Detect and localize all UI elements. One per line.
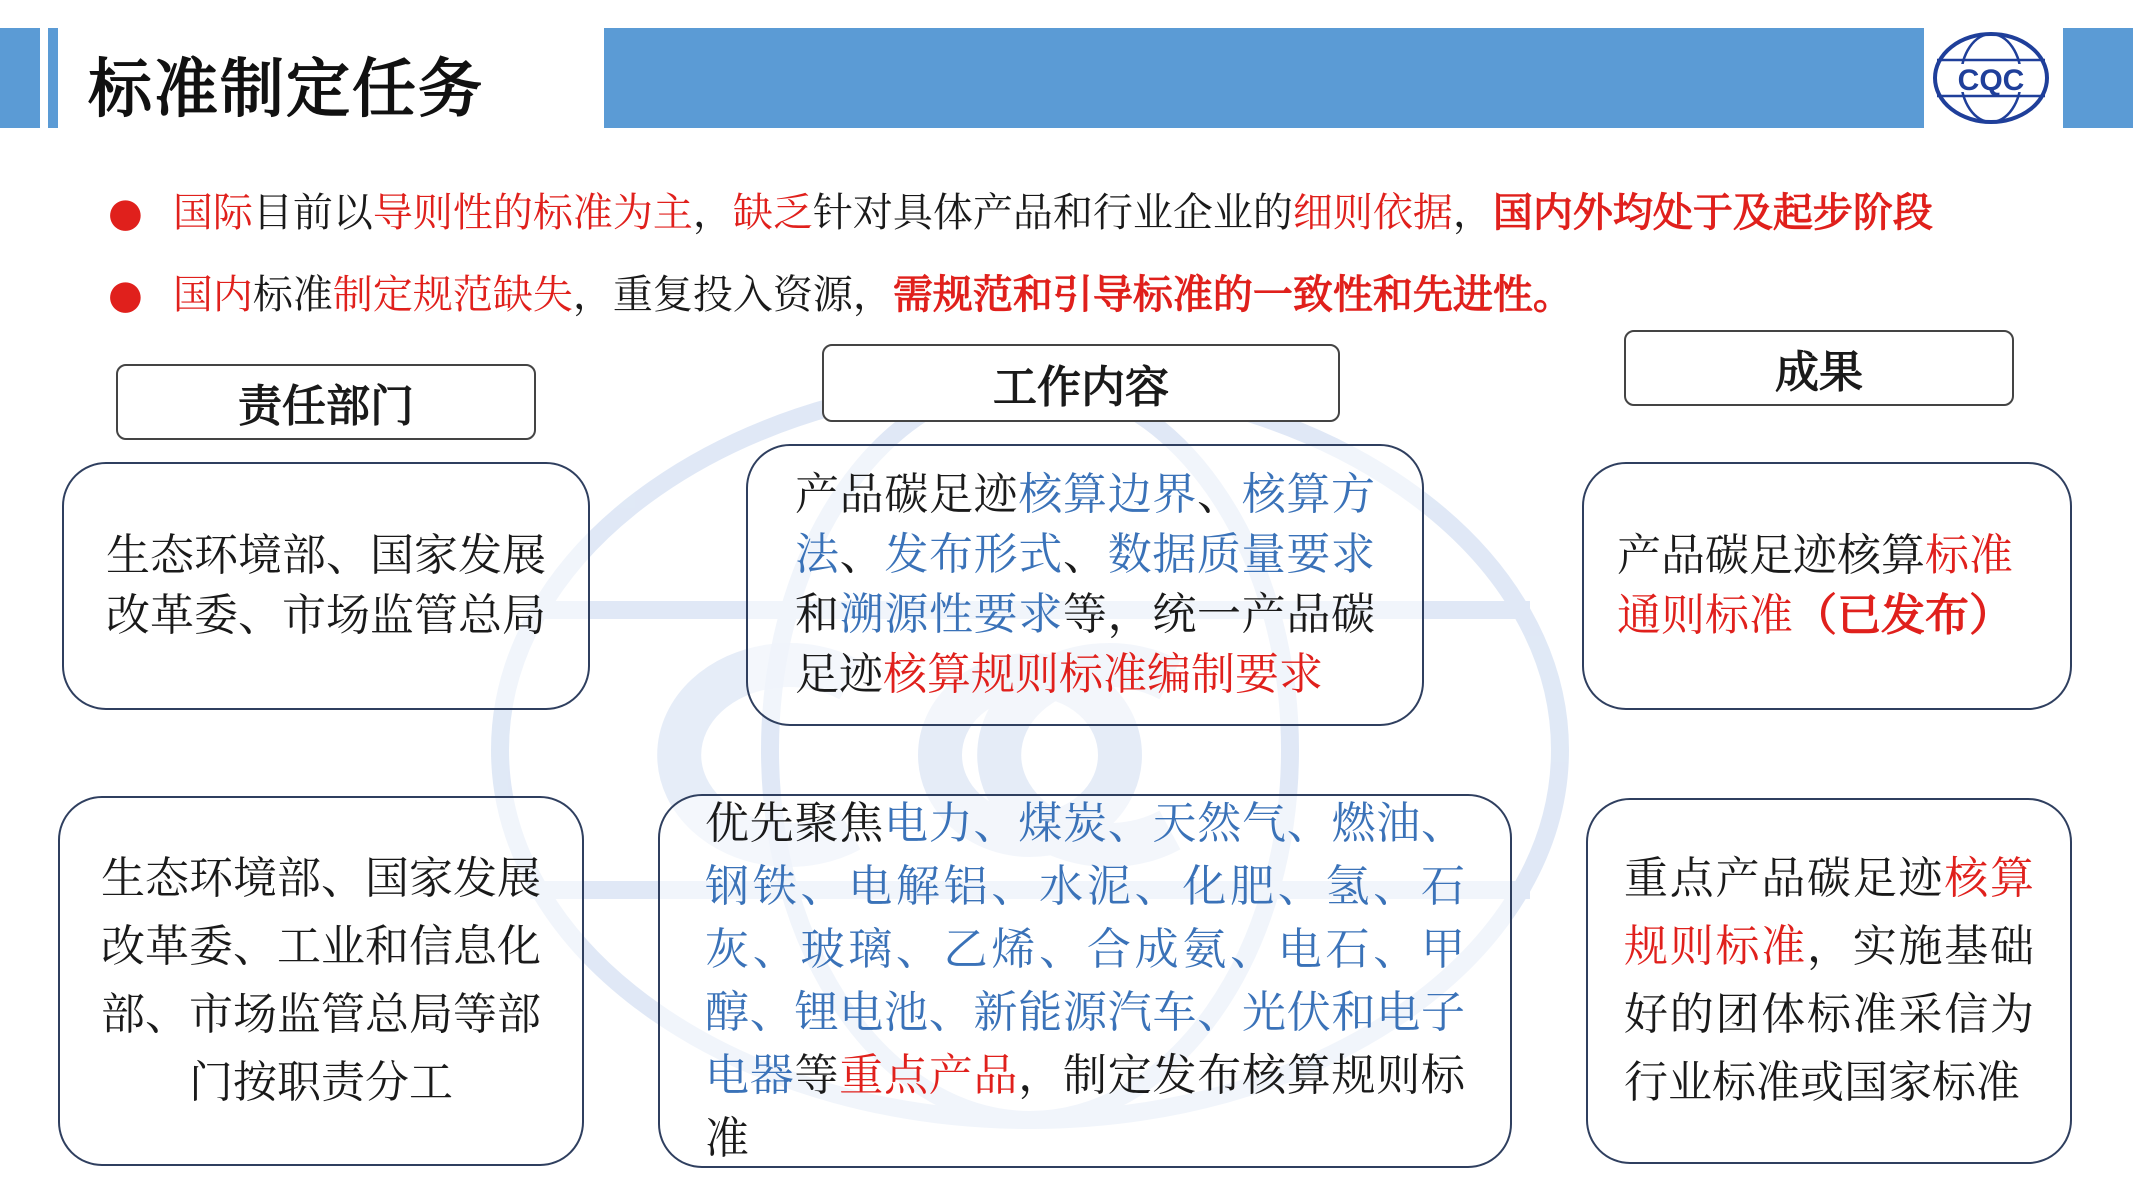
page-title: 标准制定任务: [88, 53, 484, 127]
cqc-logo-icon: [1930, 30, 2052, 126]
column-header-results: 成果: [1624, 330, 2014, 406]
bullet-domestic: [108, 268, 1573, 322]
bullet-text: 国内标准制定规范缺失，重复投入资源，需规范和引导标准的一致性和先进性。: [172, 272, 1573, 318]
card-department-row1: [62, 462, 590, 710]
header-right-band: [2063, 28, 2133, 128]
bullet-dot-icon: ●: [108, 272, 143, 318]
column-header-work: 工作内容: [822, 344, 1340, 422]
header-accent-bar: [0, 28, 40, 128]
column-header-responsible: 责任部门: [116, 364, 536, 440]
bullet-text: 国际目前以导则性的标准为主，缺乏针对具体产品和行业企业的细则依据，国内外均处于及起步阶段: [172, 190, 1933, 236]
bullet-dot-icon: ●: [108, 190, 143, 236]
bullet-international: [108, 186, 1933, 240]
department-text: 生态环境部、国家发展改革委、工业和信息化部、市场监管总局等部门按职责分工: [101, 853, 541, 1108]
result-text: 重点产品碳足迹核算规则标准，实施基础好的团体标准采信为行业标准或国家标准: [1624, 853, 2034, 1108]
card-result-row2: [1586, 798, 2072, 1164]
department-text: 生态环境部、国家发展改革委、市场监管总局: [106, 530, 546, 641]
card-work-row2: [658, 794, 1512, 1168]
work-text: 优先聚焦电力、煤炭、天然气、燃油、钢铁、电解铝、水泥、化肥、氢、石灰、玻璃、乙烯、合成氨、电石、甲醇、锂电池、新能源汽车、光伏和电子电器等重点产品，制定发布核算规则标准: [705, 798, 1465, 1164]
svg-text:CQC: CQC: [1957, 64, 2025, 97]
header-accent-stripe: [48, 28, 58, 128]
card-department-row2: [58, 796, 584, 1166]
card-work-row1: [746, 444, 1424, 726]
header-band: [604, 28, 1924, 128]
card-result-row1: [1582, 462, 2072, 710]
work-text: 产品碳足迹核算边界、核算方法、发布形式、数据质量要求和溯源性要求等，统一产品碳足迹核算规则标准编制要求: [795, 469, 1376, 700]
result-text: 产品碳足迹核算标准通则标准（已发布）: [1617, 530, 2013, 641]
